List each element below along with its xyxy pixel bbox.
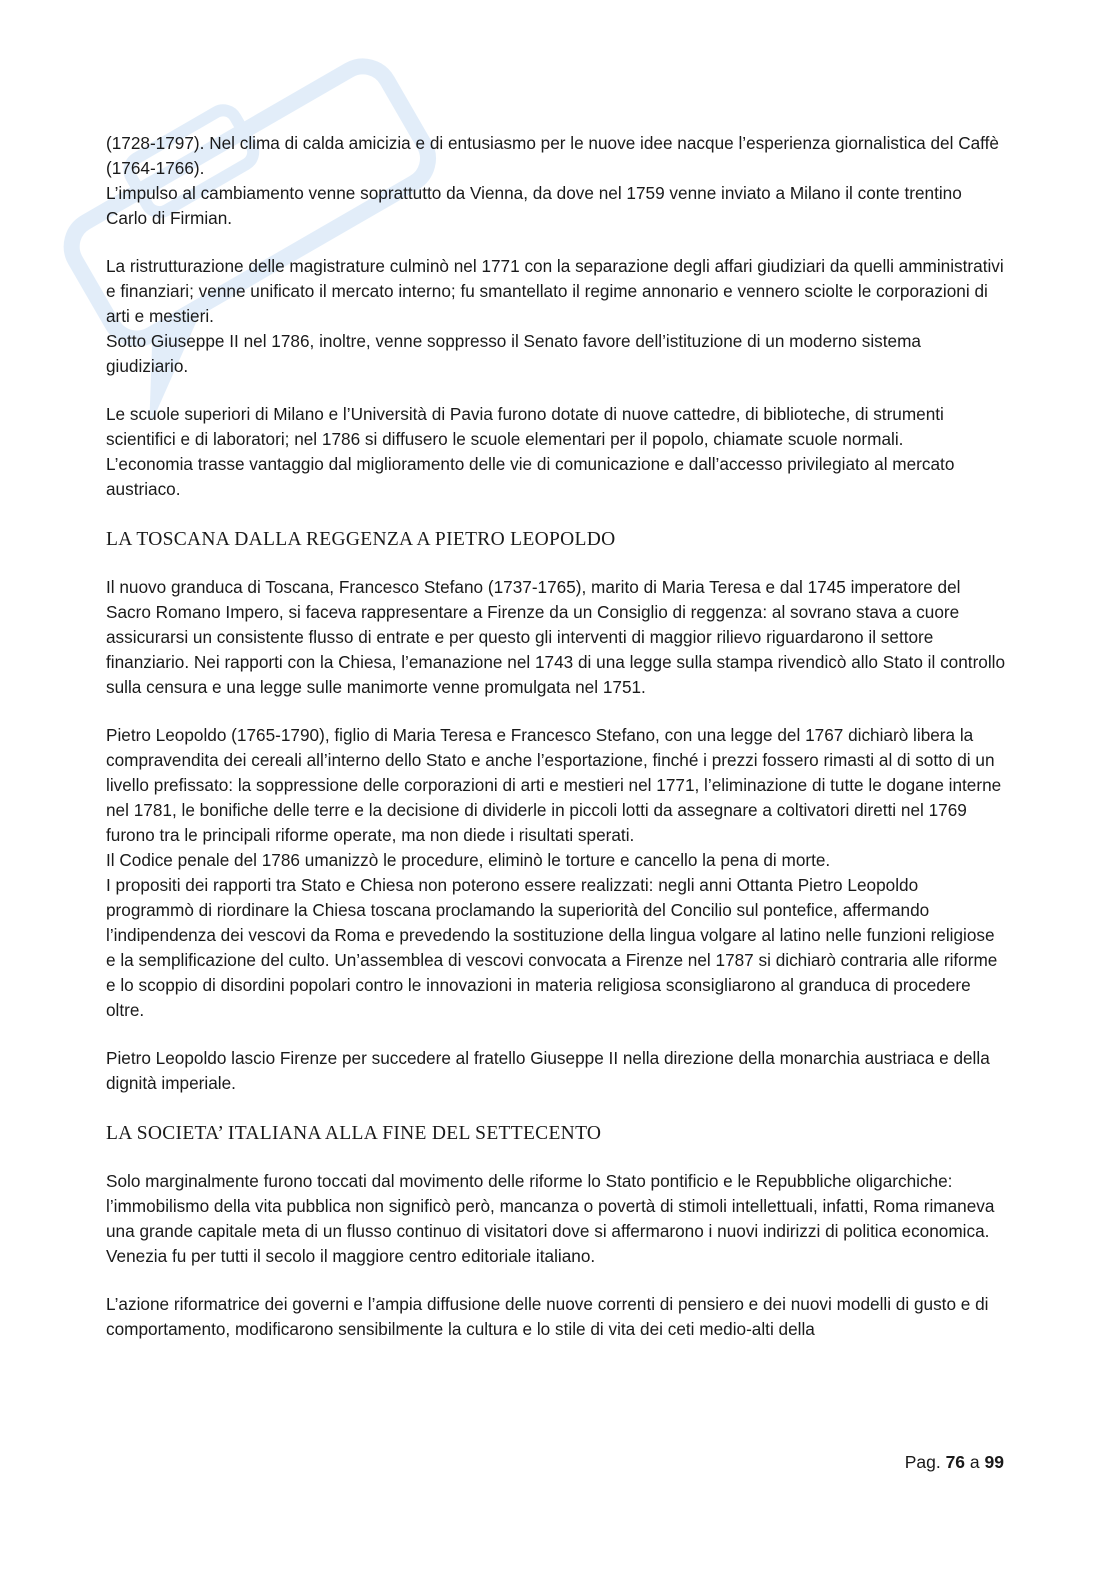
paragraph: Pietro Leopoldo (1765-1790), figlio di Maria Teresa e Francesco Stefano, con una legge del 1767 dichiarò libera la compravendita dei cereali all’interno dello Stato e anche l’esportazione, finché i prezzi fossero rimasti al di sotto di un livello prefissato: la soppressione delle corporazioni di arti e mestieri nel 1771, l’eliminazione di tutte le dogane interne nel 1781, le bonifiche delle terre e la decisione di dividerle in piccoli lotti da assegnare a coltivatori diretti nel 1769 furono tra le principali riforme operate, ma non diede i risultati sperati. [106,725,1002,845]
paragraph: Sotto Giuseppe II nel 1786, inoltre, venne soppresso il Senato favore dell’istituzione di un moderno sistema giudiziario. [106,331,921,376]
section-heading-societa: LA SOCIETA’ ITALIANA ALLA FINE DEL SETTECENTO [106,1123,602,1144]
paragraph: Pietro Leopoldo lascio Firenze per succedere al fratello Giuseppe II nella direzione della monarchia austriaca e della dignità imperiale. [106,1048,990,1093]
paragraph: La ristrutturazione delle magistrature culminò nel 1771 con la separazione degli affari giudiziari da quelli amministrativi e finanziari; venne unificato il mercato interno; fu smantellato il regime annonario e vennero sciolte le corporazioni di arti e mestieri. [106,256,1004,326]
paragraph: L’economia trasse vantaggio dal miglioramento delle vie di comunicazione e dall’accesso privilegiato al mercato austriaco. [106,454,955,499]
paragraph: Il nuovo granduca di Toscana, Francesco Stefano (1737-1765), marito di Maria Teresa e dal 1745 imperatore del Sacro Romano Impero, si faceva rappresentare a Firenze da un Consiglio di reggenza: al sovrano stava a cuore assicurarsi un consistente flusso di entrate e per questo gli interventi di maggior rilievo riguardarono il settore finanziario. Nei rapporti con la Chiesa, l’emanazione nel 1743 di una legge sulla stampa rivendicò allo Stato il controllo sulla censura e una legge sulle manimorte venne promulgata nel 1751. [106,577,1006,697]
page-content [106,131,1006,1342]
paragraph: L’impulso al cambiamento venne soprattutto da Vienna, da dove nel 1759 venne inviato a Milano il conte trentino Carlo di Firmian. [106,183,962,228]
paragraph: (1728-1797). Nel clima di calda amicizia e di entusiasmo per le nuove idee nacque l’esperienza giornalistica del Caffè (1764-1766). [106,133,999,178]
current-page-number: 76 [945,1452,966,1472]
paragraph: I propositi dei rapporti tra Stato e Chiesa non poterono essere realizzati: negli anni Ottanta Pietro Leopoldo programmò di riordinare la Chiesa toscana proclamando la superiorità del Concilio sul pontefice, affermando l’indipendenza dei vescovi da Roma e prevedendo la sostituzione della lingua volgare al latino nelle funzioni religiose e la semplificazione del culto. Un’assemblea di vescovi convocata a Firenze nel 1787 si dichiarò contraria alle riforme e lo scoppio di disordini popolari contro le innovazioni in materia religiosa sconsigliarono al granduca di procedere oltre. [106,875,998,1020]
paragraph: L’azione riformatrice dei governi e l’ampia diffusione delle nuove correnti di pensiero e dei nuovi modelli di gusto e di comportamento, modificarono sensibilmente la cultura e lo stile di vita dei ceti medio-alti della [106,1294,989,1339]
section-heading-toscana: LA TOSCANA DALLA REGGENZA A PIETRO LEOPOLDO [106,529,616,550]
paragraph: Le scuole superiori di Milano e l’Università di Pavia furono dotate di nuove cattedre, di biblioteche, di strumenti scientifici e di laboratori; nel 1786 si diffusero le scuole elementari per il popolo, chiamate scuole normali. [106,404,944,449]
page-separator: a [969,1452,980,1472]
total-pages-number: 99 [984,1452,1004,1472]
page-number-footer [905,1452,1004,1473]
paragraph: Solo marginalmente furono toccati dal movimento delle riforme lo Stato pontificio e le Repubbliche oligarchiche: l’immobilismo della vita pubblica non significò però, mancanza o povertà di stimoli intellettuali, infatti, Roma rimaneva una grande capitale meta di un flusso continuo di visitatori dove si affermarono i nuovi indirizzi di politica economica. Venezia fu per tutti il secolo il maggiore centro editoriale italiano. [106,1171,995,1266]
paragraph: Il Codice penale del 1786 umanizzò le procedure, eliminò le torture e cancello la pena di morte. [106,850,831,870]
page-prefix: Pag. [904,1452,941,1472]
